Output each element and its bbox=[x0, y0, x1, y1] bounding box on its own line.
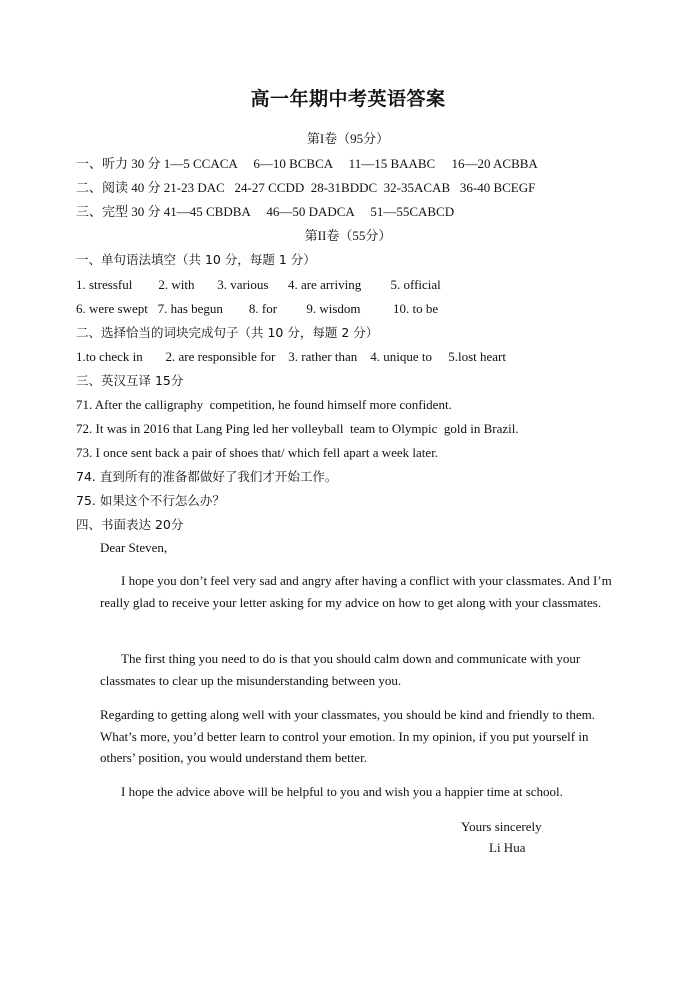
writing-heading: 四、书面表达 20分 bbox=[76, 517, 184, 532]
listening-answers: 一、听力 30 分 1—5 CCACA 6—10 BCBCA 11—15 BAABC 16—20 ACBBA bbox=[76, 156, 538, 171]
translation-item: 74. 直到所有的准备都做好了我们才开始工作。 bbox=[76, 469, 338, 484]
translation-item: 72. It was in 2016 that Lang Ping led her volleyball team to Olympic gold in Brazil. bbox=[76, 421, 519, 436]
grammar-fill-row-2: 6. were swept 7. has begun 8. for 9. wisdom 10. to be bbox=[76, 301, 439, 316]
grammar-fill-row-1: 1. stressful 2. with 3. various 4. are arriving 5. official bbox=[76, 277, 441, 292]
letter-signature: Li Hua bbox=[489, 840, 526, 855]
cloze-answers: 三、完型 30 分 41—45 CBDBA 46—50 DADCA 51—55CABCD bbox=[76, 204, 455, 219]
letter-paragraph: I hope the advice above will be helpful to you and wish you a happier time at school. bbox=[121, 784, 563, 799]
translation-heading: 三、英汉互译 15分 bbox=[76, 373, 184, 388]
letter-closing: Yours sincerely bbox=[461, 819, 542, 834]
reading-answers: 二、阅读 40 分 21-23 DAC 24-27 CCDD 28-31BDDC 32-35ACAB 36-40 BCEGF bbox=[76, 180, 536, 195]
letter-paragraph: I hope you don’t feel very sad and angry after having a conflict with your classmates. And I’m really glad to receive your letter asking for my advice on how to get along with your classmates. bbox=[100, 573, 612, 610]
translation-item: 71. After the calligraphy competition, he found himself more confident. bbox=[76, 397, 452, 412]
letter-salutation: Dear Steven, bbox=[100, 540, 168, 555]
translation-item: 75. 如果这个不行怎么办？ bbox=[76, 493, 225, 508]
letter-paragraph: The first thing you need to do is that you should calm down and communicate with your classmates to clear up the misunderstanding between you. bbox=[100, 651, 581, 688]
letter-paragraph: Regarding to getting along well with your classmates, you should be kind and friendly to them. What’s more, you’d better learn to control your emotion. In my opinion, if you put yourself in others’ position, you would understand them better. bbox=[100, 707, 595, 765]
grammar-fill-heading: 一、单句语法填空（共 10 分，每题 1 分） bbox=[76, 252, 316, 267]
phrase-choice-heading: 二、选择恰当的词块完成句子（共 10 分，每题 2 分） bbox=[76, 325, 379, 340]
part1-heading: 第I卷（95分） bbox=[306, 131, 390, 146]
page-title: 高一年期中考英语答案 bbox=[250, 88, 446, 110]
phrase-choice-row: 1.to check in 2. are responsible for 3. rather than 4. unique to 5.lost heart bbox=[76, 349, 506, 364]
translation-item: 73. I once sent back a pair of shoes that/ which fell apart a week later. bbox=[76, 445, 439, 460]
part2-heading: 第II卷（55分） bbox=[304, 228, 392, 243]
